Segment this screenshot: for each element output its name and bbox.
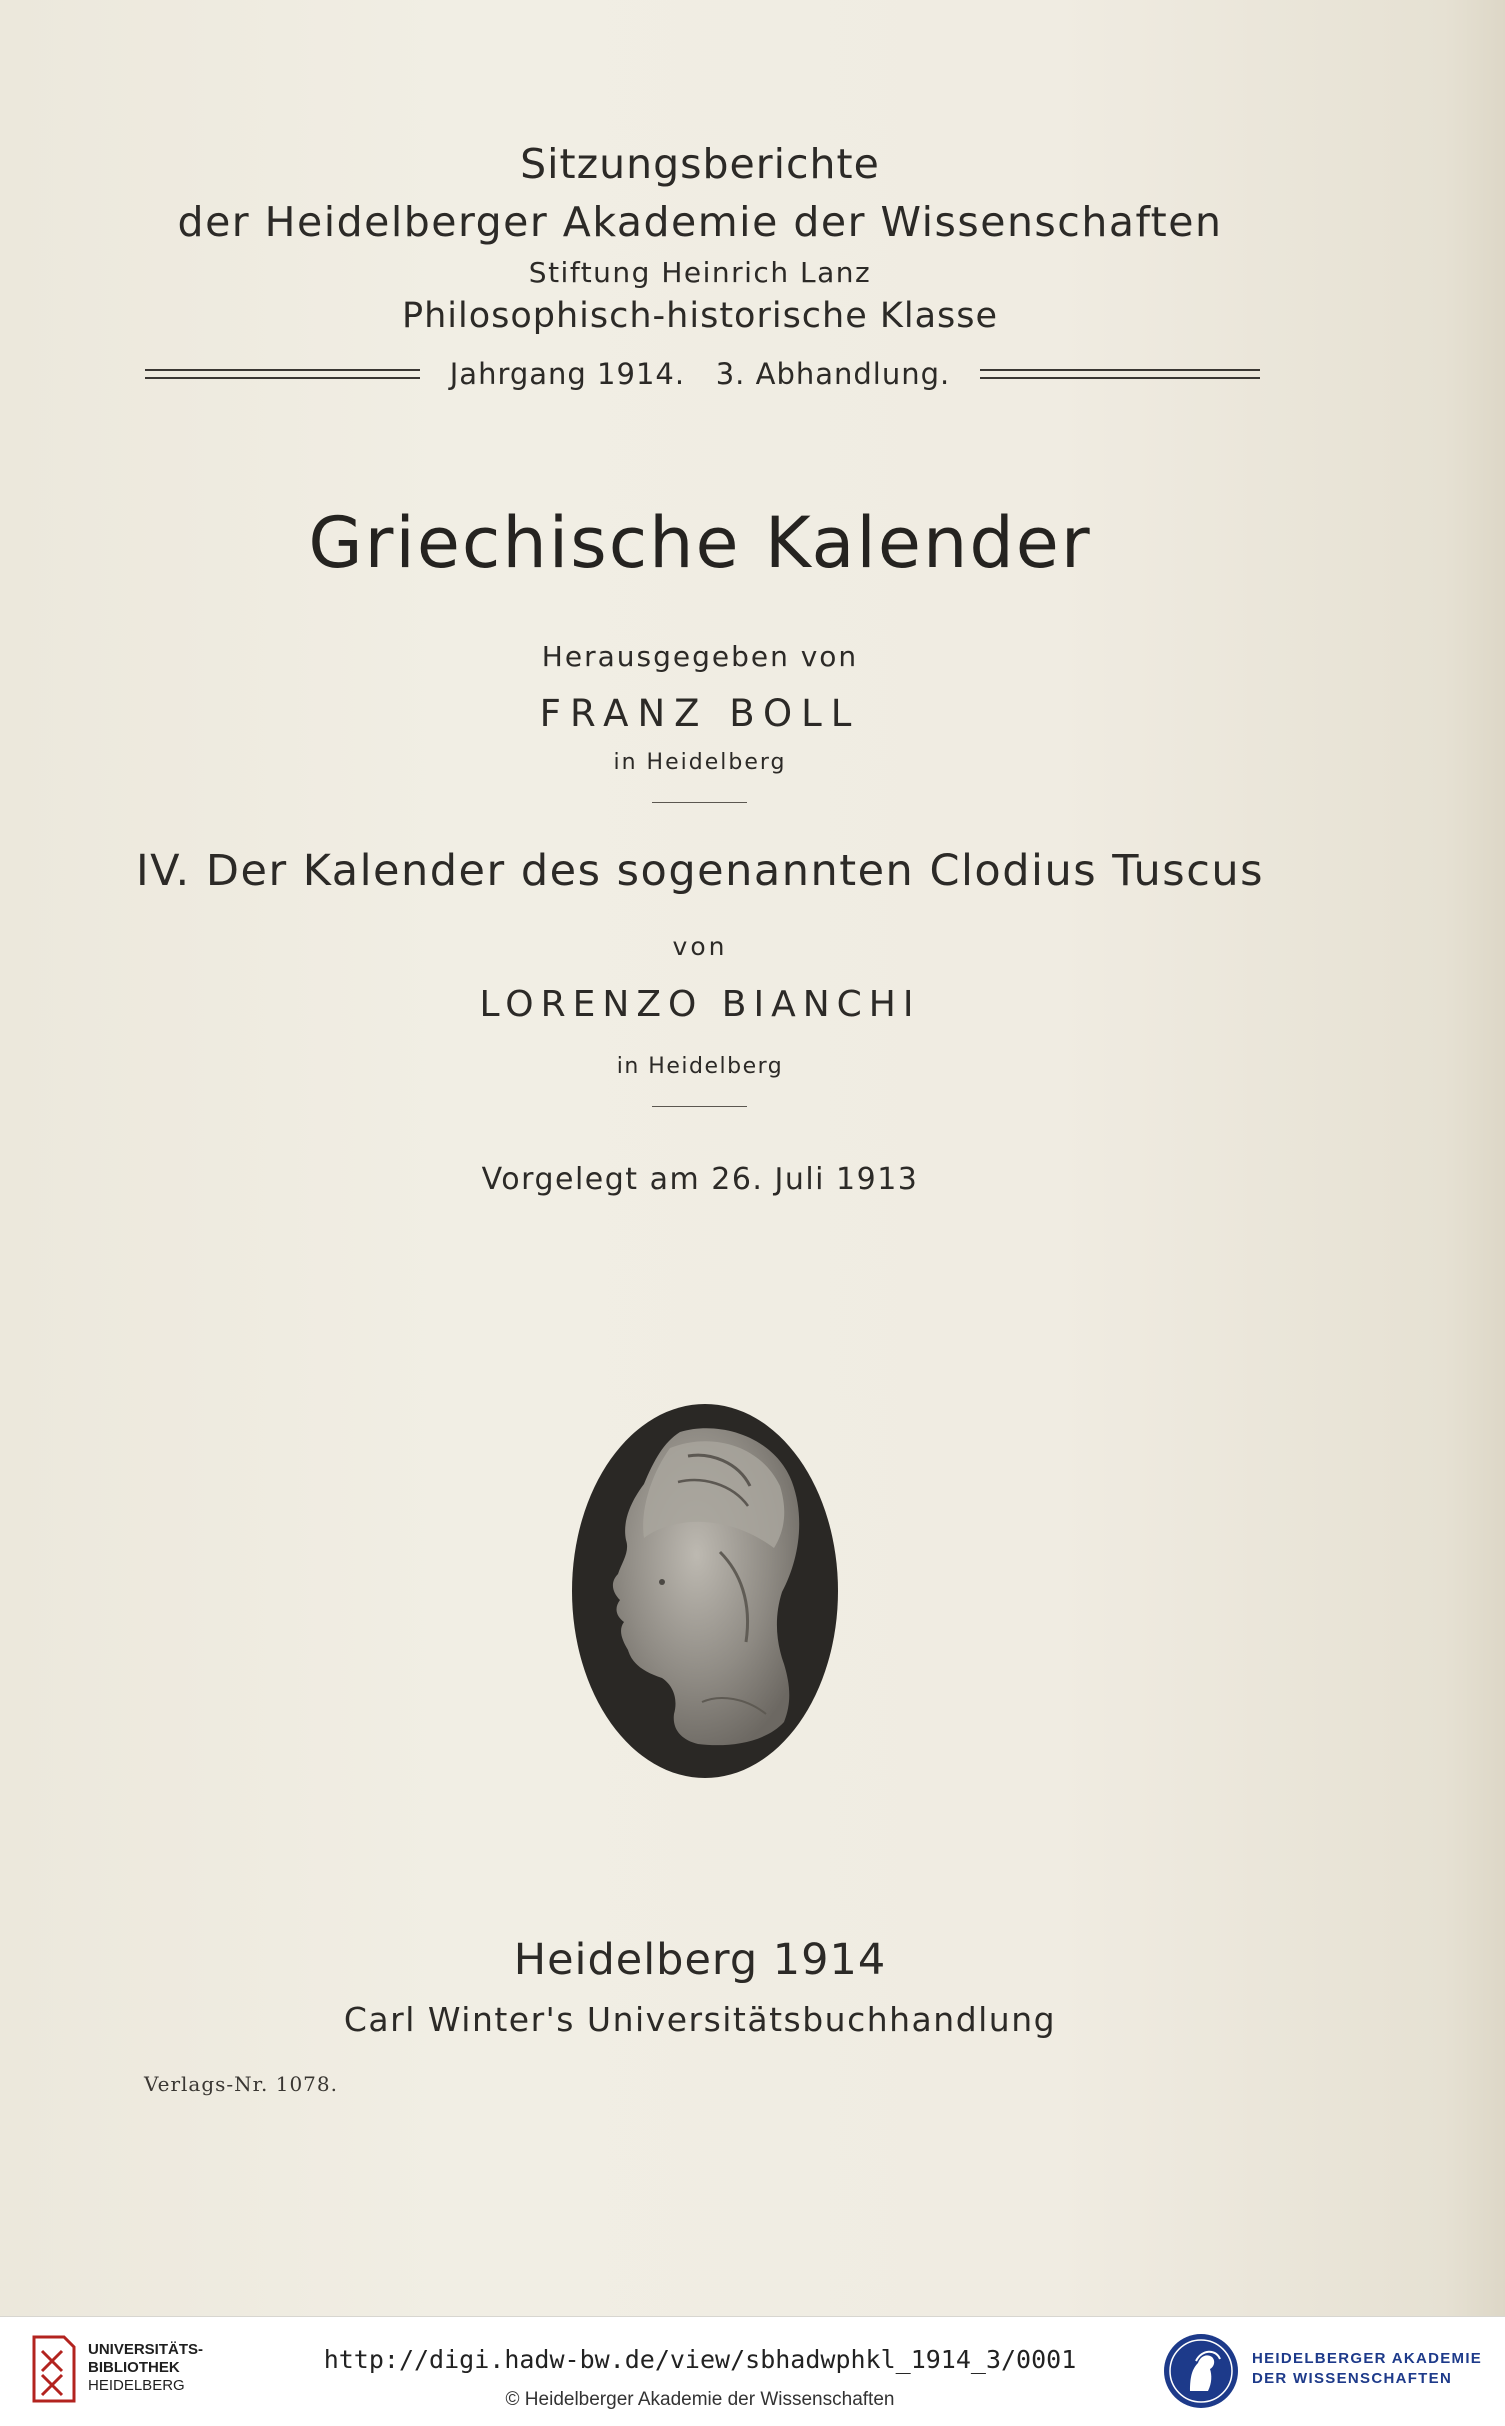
academy-name: der Heidelberger Akademie der Wissenschaften <box>177 198 1223 246</box>
presented-date: Vorgelegt am 26. Juli 1913 <box>481 1162 919 1197</box>
academy-line: HEIDELBERGER AKADEMIE <box>1252 2350 1483 2367</box>
editor-location: in Heidelberg <box>613 750 787 775</box>
viewer-footer <box>0 2316 1505 2426</box>
double-rule-left <box>145 369 420 379</box>
foundation-name: Stiftung Heinrich Lanz <box>528 256 872 289</box>
page-title: Griechische Kalender <box>308 502 1092 584</box>
permalink-url[interactable]: http://digi.hadw-bw.de/view/sbhadwphkl_1914_3/0001 <box>323 2345 1077 2374</box>
double-rule-right <box>980 369 1260 379</box>
hadw-logo-icon[interactable] <box>1162 2331 1240 2411</box>
academy-logo-text <box>1252 2349 1482 2389</box>
library-line: UNIVERSITÄTS- <box>88 2341 204 2358</box>
imprint-publisher: Carl Winter's Universitätsbuchhandlung <box>343 2000 1057 2039</box>
library-name <box>88 2341 203 2395</box>
author-label: von <box>672 932 728 961</box>
volume-row <box>145 352 1260 396</box>
volume-line: Jahrgang 1914. 3. Abhandlung. <box>449 357 951 391</box>
series-title: Sitzungsberichte <box>520 140 880 188</box>
library-line: HEIDELBERG <box>88 2377 185 2394</box>
library-line: BIBLIOTHEK <box>88 2359 180 2376</box>
author-name: LORENZO BIANCHI <box>479 984 921 1025</box>
subtitle: IV. Der Kalender des sogenannten Clodius Tuscus <box>135 846 1264 896</box>
copyright-notice: © Heidelberger Akademie der Wissenschaften <box>505 2389 895 2410</box>
class-name: Philosophisch-historische Klasse <box>401 296 999 336</box>
ub-heidelberg-logo-icon[interactable] <box>30 2333 78 2405</box>
athena-cameo-icon <box>570 1402 840 1780</box>
imprint-city-year: Heidelberg 1914 <box>513 1935 887 1985</box>
publisher-number: Verlags-Nr. 1078. <box>144 2072 338 2096</box>
author-location: in Heidelberg <box>616 1054 784 1079</box>
divider <box>652 802 747 803</box>
divider <box>652 1106 747 1107</box>
edited-by-label: Herausgegeben von <box>541 640 859 673</box>
editor-name: FRANZ BOLL <box>539 692 861 735</box>
academy-line: DER WISSENSCHAFTEN <box>1252 2370 1453 2387</box>
